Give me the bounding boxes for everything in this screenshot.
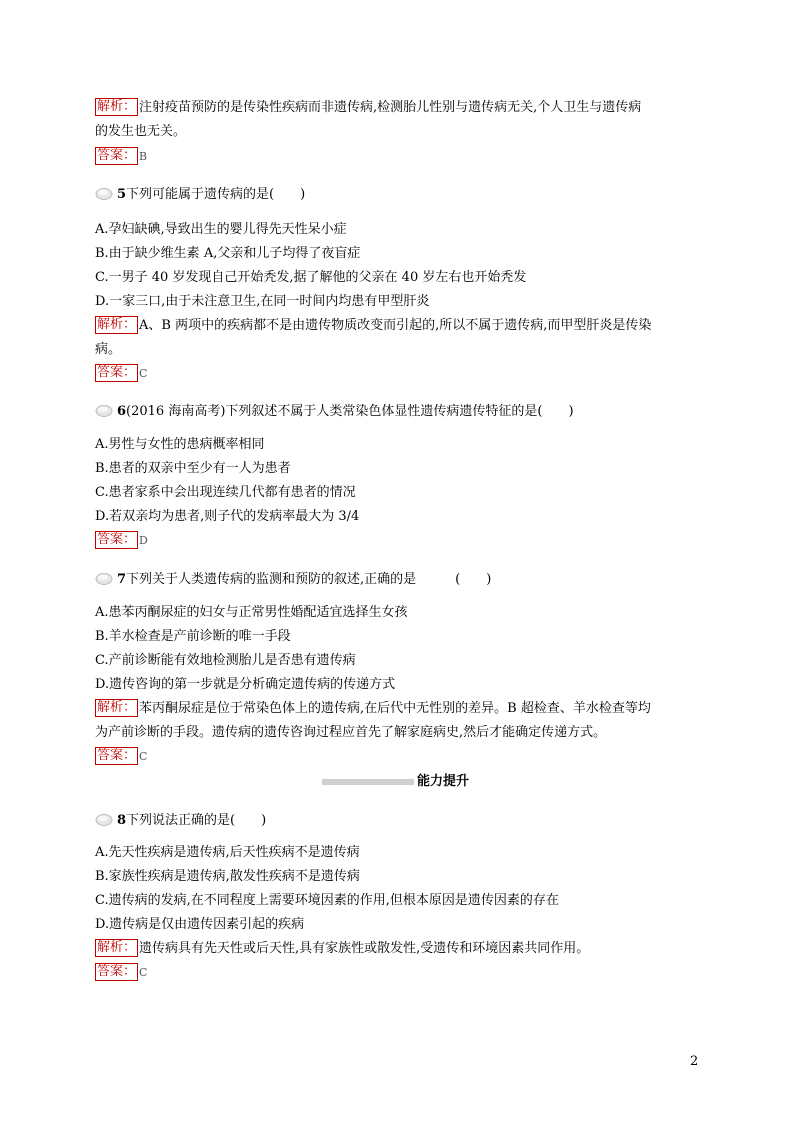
q7-option-c: C.产前诊断能有效地检测胎儿是否患有遗传病 bbox=[95, 653, 356, 668]
q5-analysis-line-2: 病。 bbox=[95, 342, 122, 357]
question-bubble-icon bbox=[95, 571, 115, 585]
question-bubble-icon bbox=[95, 403, 115, 417]
page-number: 2 bbox=[690, 1054, 699, 1069]
analysis-label: 解析： bbox=[97, 99, 137, 114]
q7-option-d: D.遗传咨询的第一步就是分析确定遗传病的传递方式 bbox=[95, 677, 396, 692]
q6-option-c: C.患者家系中会出现连续几代都有患者的情况 bbox=[95, 485, 356, 500]
section-header bbox=[322, 771, 562, 793]
q8-option-b: B.家族性疾病是遗传病,散发性疾病不是遗传病 bbox=[95, 869, 360, 884]
analysis-label: 解析： bbox=[97, 317, 137, 332]
section-divider-bar bbox=[322, 779, 414, 785]
q7-answer: 答案： C bbox=[97, 748, 148, 763]
q5-answer: 答案： C bbox=[97, 365, 148, 380]
q7-analysis-line-1: 解析： 苯丙酮尿症是位于常染色体上的遗传病,在后代中无性别的差异。B 超检查、羊水检查等均 bbox=[97, 700, 651, 716]
q8-answer: 答案： C bbox=[97, 964, 148, 979]
answer-label: 答案： bbox=[97, 365, 137, 380]
q5-analysis-line-1: 解析： A、B 两项中的疾病都不是由遗传物质改变而引起的,所以不属于遗传病,而甲型肝炎是传染 bbox=[97, 317, 652, 333]
q7-option-a: A.患苯丙酮尿症的妇女与正常男性婚配适宜选择生女孩 bbox=[95, 605, 408, 620]
q6-option-a: A.男性与女性的患病概率相同 bbox=[95, 437, 265, 452]
q5-option-a: A.孕妇缺碘,导致出生的婴儿得先天性呆小症 bbox=[95, 222, 347, 237]
q4-analysis-line-2: 的发生也无关。 bbox=[95, 124, 187, 139]
q8-option-d: D.遗传病是仅由遗传因素引起的疾病 bbox=[95, 917, 305, 932]
question-5-stem: 5下列可能属于遗传病的是( ) bbox=[95, 184, 305, 206]
q6-answer: 答案： D bbox=[97, 532, 148, 547]
q6-option-b: B.患者的双亲中至少有一人为患者 bbox=[95, 461, 291, 476]
question-6-stem: 6(2016 海南高考)下列叙述不属于人类常染色体显性遗传病遗传特征的是( ) bbox=[95, 401, 574, 423]
answer-label: 答案： bbox=[97, 148, 137, 163]
q6-option-d: D.若双亲均为患者,则子代的发病率最大为 3/4 bbox=[95, 509, 360, 524]
q4-answer: 答案： B bbox=[97, 148, 148, 163]
question-bubble-icon bbox=[95, 812, 115, 826]
q5-option-b: B.由于缺少维生素 A,父亲和儿子均得了夜盲症 bbox=[95, 246, 361, 261]
q5-option-d: D.一家三口,由于未注意卫生,在同一时间内均患有甲型肝炎 bbox=[95, 294, 430, 309]
q5-option-c: C.一男子 40 岁发现自己开始秃发,据了解他的父亲在 40 岁左右也开始秃发 bbox=[95, 270, 527, 285]
question-bubble-icon bbox=[95, 186, 115, 200]
analysis-label: 解析： bbox=[97, 940, 137, 955]
q8-option-c: C.遗传病的发病,在不同程度上需要环境因素的作用,但根本原因是遗传因素的存在 bbox=[95, 893, 559, 908]
question-7-stem: 7下列关于人类遗传病的监测和预防的叙述,正确的是 ( ) bbox=[95, 569, 491, 591]
q8-analysis-line-1: 解析： 遗传病具有先天性或后天性,具有家族性或散发性,受遗传和环境因素共同作用。 bbox=[97, 940, 590, 956]
answer-label: 答案： bbox=[97, 748, 137, 763]
analysis-label: 解析： bbox=[97, 700, 137, 715]
answer-label: 答案： bbox=[97, 532, 137, 547]
q8-option-a: A.先天性疾病是遗传病,后天性疾病不是遗传病 bbox=[95, 845, 360, 860]
question-8-stem: 8下列说法正确的是( ) bbox=[95, 810, 266, 832]
q4-analysis-line-1: 解析： 注射疫苗预防的是传染性疾病而非遗传病,检测胎儿性别与遗传病无关,个人卫生与遗传病 bbox=[97, 99, 642, 115]
answer-label: 答案： bbox=[97, 964, 137, 979]
q7-option-b: B.羊水检查是产前诊断的唯一手段 bbox=[95, 629, 291, 644]
q7-analysis-line-2: 为产前诊断的手段。遗传病的遗传咨询过程应首先了解家庭病史,然后才能确定传递方式。 bbox=[95, 725, 607, 740]
section-title: 能力提升 bbox=[417, 774, 470, 789]
